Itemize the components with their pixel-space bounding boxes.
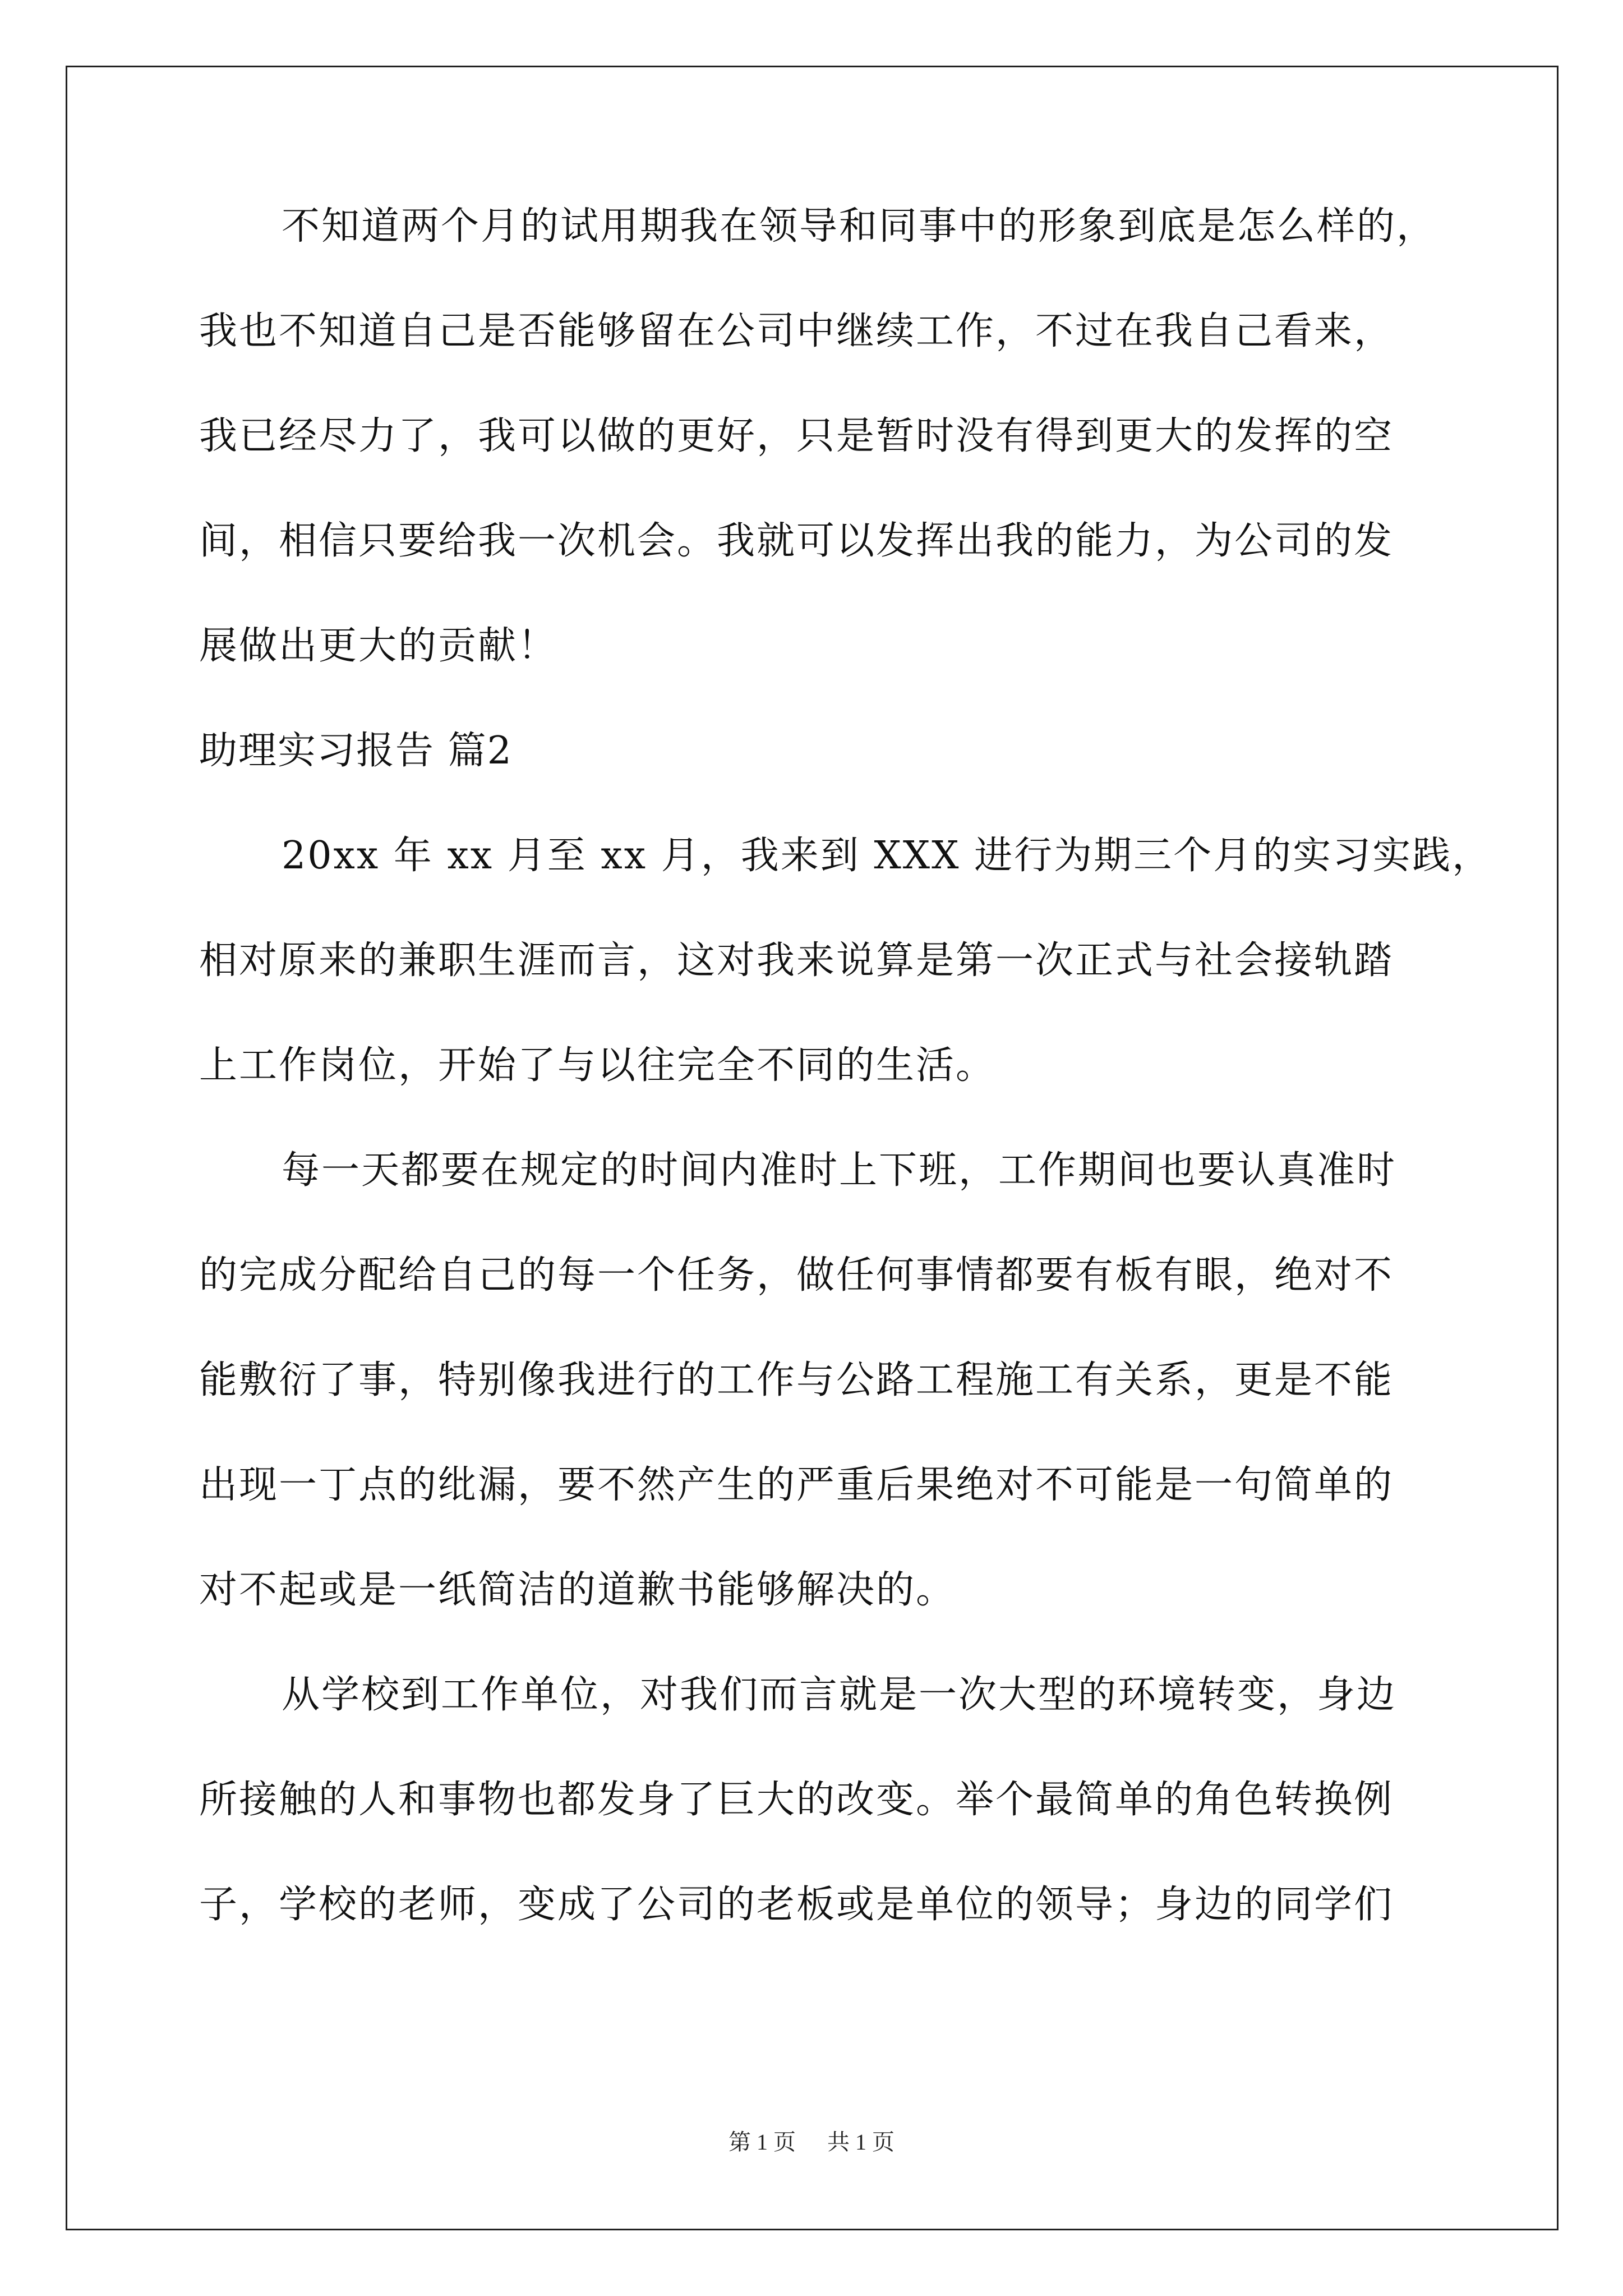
text-line: 每一天都要在规定的时间内准时上下班，工作期间也要认真准时	[282, 1148, 1397, 1193]
text-line: 我已经尽力了，我可以做的更好，只是暂时没有得到更大的发挥的空	[199, 414, 1394, 458]
text-line: 的完成分配给自己的每一个任务，做任何事情都要有板有眼，绝对不	[199, 1253, 1394, 1297]
text-line: 间，相信只要给我一次机会。我就可以发挥出我的能力，为公司的发	[199, 519, 1394, 563]
page-number: 第 1 页	[728, 2129, 796, 2155]
text-line: 上工作岗位，开始了与以往完全不同的生活。	[199, 1043, 996, 1088]
text-line: 20xx 年 xx 月至 xx 月，我来到 XXX 进行为期三个月的实习实践，	[282, 834, 1492, 878]
text-line: 相对原来的兼职生涯而言，这对我来说算是第一次正式与社会接轨踏	[199, 938, 1394, 983]
document-body	[199, 202, 1492, 1985]
page-total: 共 1 页	[827, 2129, 895, 2155]
text-line: 所接触的人和事物也都发身了巨大的改变。举个最简单的角色转换例	[199, 1778, 1394, 1822]
page-footer	[0, 2128, 1623, 2156]
text-line: 子，学校的老师，变成了公司的老板或是单位的领导；身边的同学们	[199, 1883, 1394, 1927]
text-line: 出现一丁点的纰漏，要不然产生的严重后果绝对不可能是一句简单的	[199, 1463, 1394, 1507]
text-line: 从学校到工作单位，对我们而言就是一次大型的环境转变，身边	[282, 1673, 1397, 1717]
text-line: 展做出更大的贡献！	[199, 624, 558, 668]
text-line: 不知道两个月的试用期我在领导和同事中的形象到底是怎么样的，	[282, 204, 1437, 249]
text-line: 能敷衍了事，特别像我进行的工作与公路工程施工有关系，更是不能	[199, 1358, 1394, 1402]
text-line: 对不起或是一纸简洁的道歉书能够解决的。	[199, 1568, 956, 1612]
section-heading: 助理实习报告 篇2	[199, 729, 513, 773]
text-line: 我也不知道自己是否能够留在公司中继续工作，不过在我自己看来，	[199, 309, 1394, 353]
